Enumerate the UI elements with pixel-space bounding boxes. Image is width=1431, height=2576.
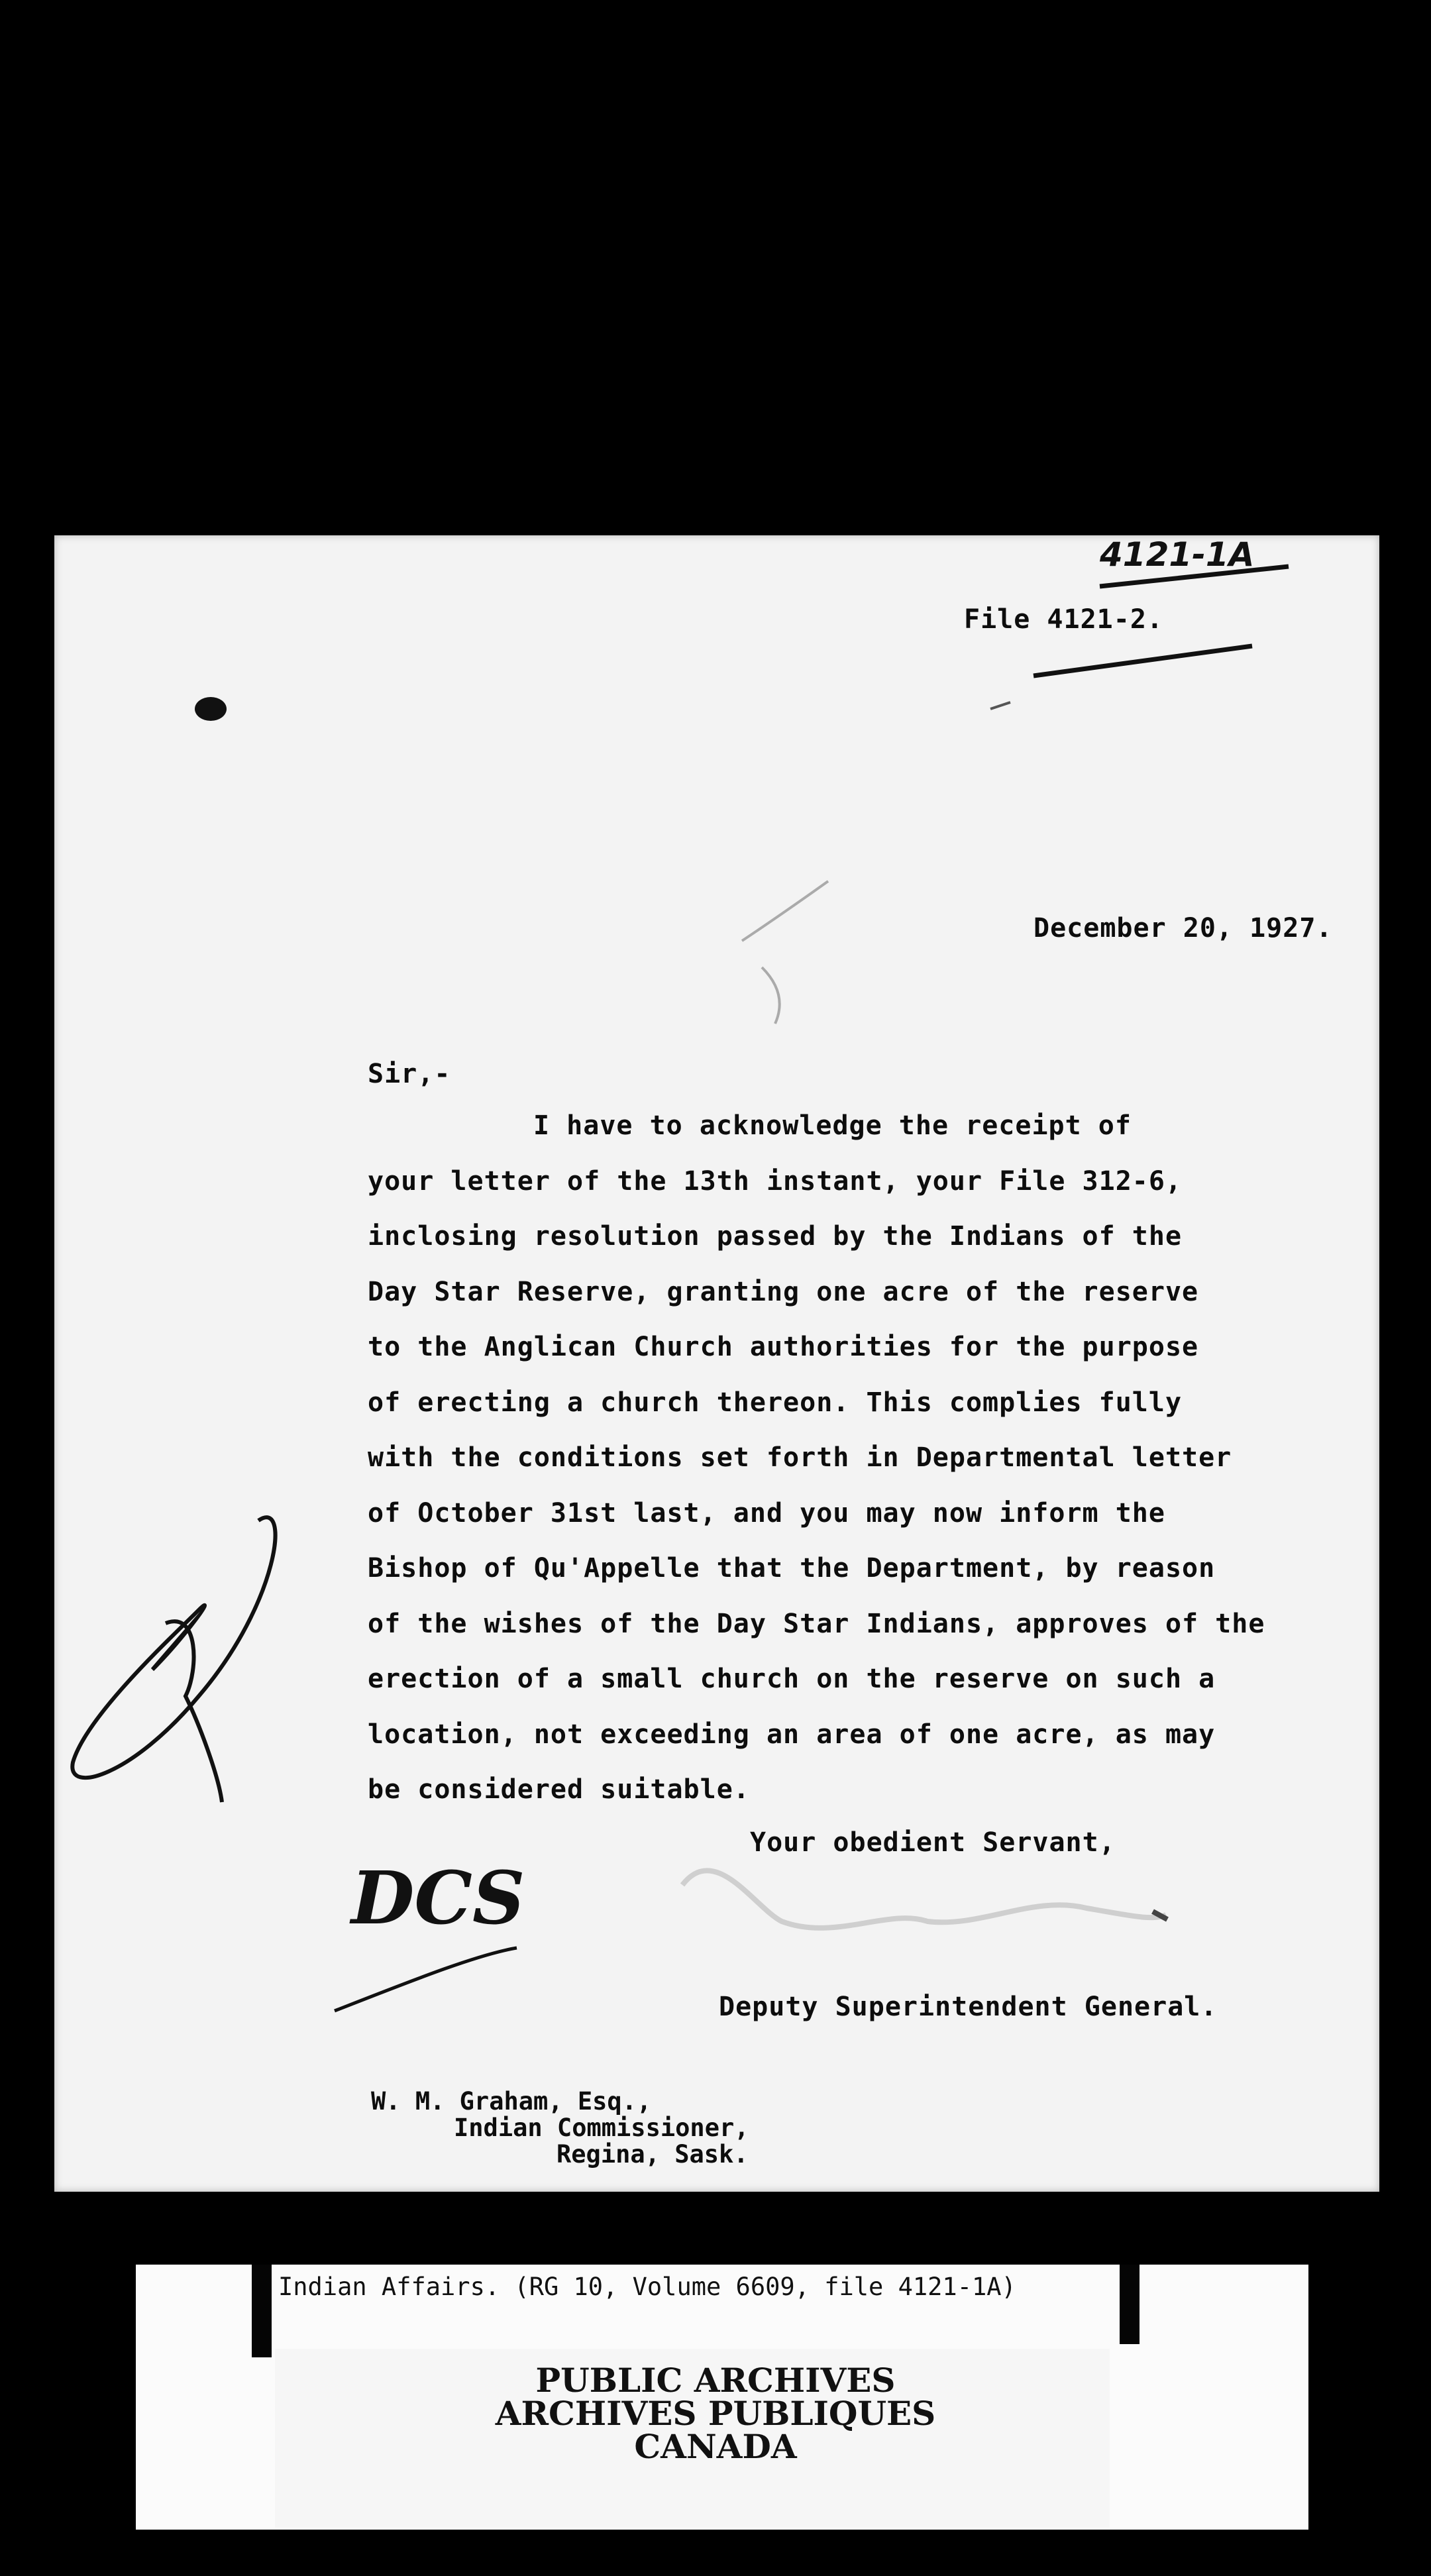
closing: Your obedient Servant, bbox=[750, 1827, 1116, 1858]
body-line: erection of a small church on the reserve on such a bbox=[368, 1664, 1216, 1694]
addressee-name: W. M. Graham, Esq., bbox=[371, 2087, 652, 2116]
label-tab-right bbox=[1120, 2265, 1140, 2344]
body-line: of erecting a church thereon. This complies fully bbox=[368, 1387, 1183, 1418]
file-reference: File 4121-2. bbox=[964, 604, 1163, 635]
signatory-title: Deputy Superintendent General. bbox=[719, 1992, 1218, 2022]
letter-date: December 20, 1927. bbox=[1034, 913, 1333, 943]
letter-body bbox=[368, 1099, 1328, 1818]
handwritten-initials: DCS bbox=[351, 1855, 525, 1941]
body-line: to the Anglican Church authorities for the purpose bbox=[368, 1332, 1199, 1362]
salutation: Sir,- bbox=[368, 1059, 451, 1089]
body-line: of October 31st last, and you may now inform the bbox=[368, 1497, 1165, 1529]
archive-line-french: ARCHIVES PUBLIQUES bbox=[495, 2394, 936, 2433]
addressee-title: Indian Commissioner, bbox=[454, 2114, 749, 2142]
archive-reference: Indian Affairs. (RG 10, Volume 6609, file 4121-1A) bbox=[278, 2273, 1016, 2301]
body-line: Day Star Reserve, granting one acre of the reserve bbox=[368, 1276, 1199, 1307]
label-tab-left bbox=[252, 2265, 272, 2357]
archive-line-english: PUBLIC ARCHIVES bbox=[535, 2361, 896, 2400]
handwritten-file-number: 4121-1A bbox=[1100, 535, 1255, 574]
body-line: with the conditions set forth in Departmental letter bbox=[368, 1442, 1232, 1473]
archive-line-country: CANADA bbox=[634, 2427, 797, 2466]
body-line: I have to acknowledge the receipt of bbox=[533, 1110, 1132, 1141]
body-line: Bishop of Qu'Appelle that the Department, by reason bbox=[368, 1553, 1216, 1583]
addressee-location: Regina, Sask. bbox=[556, 2140, 749, 2169]
body-line: be considered suitable. bbox=[368, 1774, 750, 1805]
body-line: your letter of the 13th instant, your File 312-6, bbox=[368, 1165, 1183, 1197]
body-line: location, not exceeding an area of one acre, as may bbox=[368, 1719, 1216, 1750]
body-line: of the wishes of the Day Star Indians, approves of the bbox=[368, 1608, 1265, 1639]
body-line: inclosing resolution passed by the Indians of the bbox=[368, 1221, 1183, 1252]
